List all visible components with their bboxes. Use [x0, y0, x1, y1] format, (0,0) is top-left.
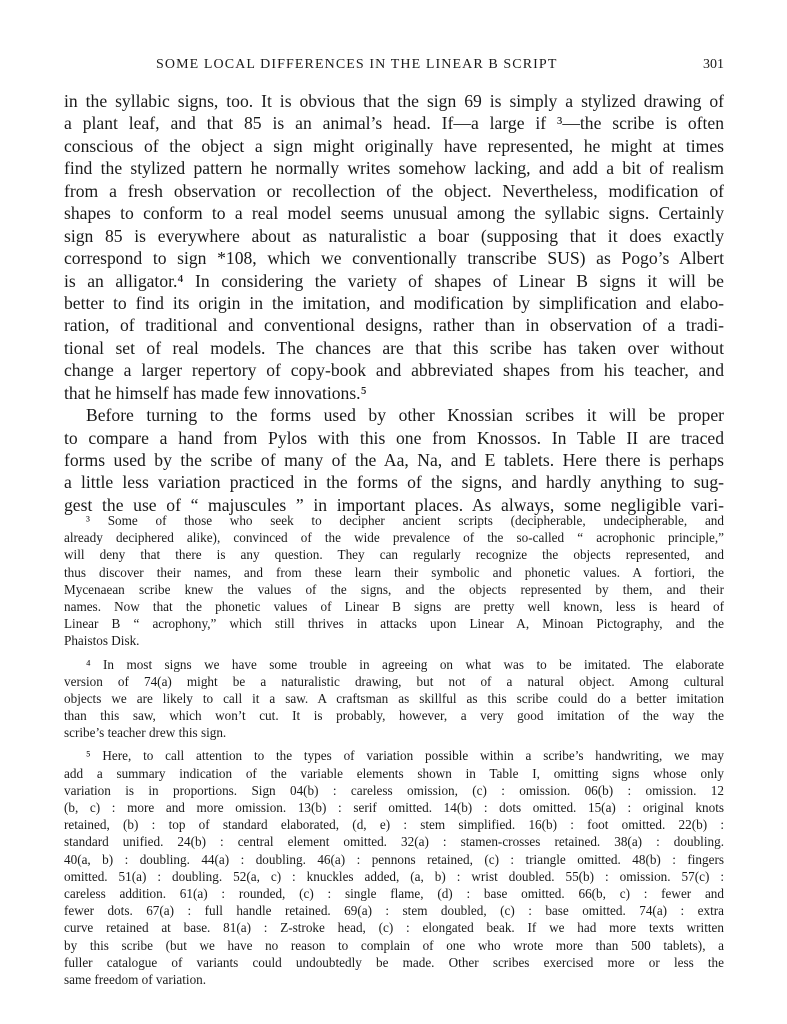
footnote-line: Mycenaean scribe knew the values of the signs, and the objects represented by them, and their [64, 581, 724, 597]
footnote-line: 40(a, b) : doubling. 44(a) : doubling. 46(a) : pennons retained, (c) : triangle omitted. 48(b) : fingers [64, 851, 724, 867]
text-line: correspond to sign *108, which we conventionally transcribe SUS) as Pogo’s Albert [64, 248, 724, 269]
footnote-line: ⁴ In most signs we have some trouble in agreeing on what was to be imitated. The elaborate [86, 656, 724, 672]
text-line: forms used by the scribe of many of the Aa, Na, and E tablets. Here there is perhaps [64, 450, 724, 470]
text-line: is an alligator.⁴ In considering the variety of shapes of Linear B signs it will be [64, 270, 724, 291]
footnote-line: careless addition. 61(a) : rounded, (c) : single flame, (d) : base omitted. 66(b, c) : fewer and [64, 885, 724, 901]
text-line: gest the use of “ majuscules ” in important places. As always, some negligible vari- [64, 494, 724, 515]
text-line: find the stylized pattern he normally writes somehow lacking, and add a bit of realism [64, 158, 724, 179]
footnote-line: will deny that there is any question. They can regularly recognize the objects represented, and [64, 547, 724, 563]
text-line: Before turning to the forms used by other Knossian scribes it will be proper [86, 405, 724, 426]
body-text [64, 90, 724, 516]
text-line: conscious of the object a sign might originally have represented, he might at times [64, 135, 724, 156]
text-line: ration, of traditional and conventional designs, rather than in observation of a tradi- [64, 315, 724, 336]
footnote-line: add a summary indication of the variable elements shown in Table I, omitting signs whose only [64, 765, 724, 781]
text-line: change a larger repertory of copy-book and abbreviated shapes from his teacher, and [64, 360, 724, 381]
footnote-line: ³ Some of those who seek to decipher ancient scripts (decipherable, undecipherable, and [86, 513, 724, 528]
footnote-line: names. Now that the phonetic values of Linear B signs are pretty well known, less is heard of [64, 598, 724, 614]
running-title: SOME LOCAL DIFFERENCES IN THE LINEAR B SCRIPT [156, 57, 558, 72]
footnote-4 [64, 656, 724, 742]
footnote-line: scribe’s teacher drew this sign. [64, 725, 227, 741]
text-line: from a fresh observation or recollection of the object. Nevertheless, modification of [64, 180, 724, 201]
footnote-line: by this scribe (but we have no reason to complain of one who wrote more than 500 tablets), a [64, 937, 724, 953]
footnote-line: Linear B “ acrophony,” which still thrives in attacks upon Linear A, Minoan Pictography, and the [64, 616, 724, 632]
footnote-line: standard unified. 24(b) : central element omitted. 32(a) : stamen-crosses retained. 38(a) : doubling. [64, 834, 724, 850]
text-line: a little less variation practiced in the forms of the signs, and hardly anything to sug- [64, 472, 724, 493]
footnote-line: variation is in proportions. Sign 04(b) : careless omission, (c) : omission. 06(b) : omission. 12 [64, 782, 724, 798]
footnote-line: than this saw, which won’t cut. It is probably, however, a very good imitation of the way the [64, 708, 724, 724]
footnotes [64, 512, 724, 994]
text-line: sign 85 is everywhere about as naturalistic a boar (supposing that it does exactly [64, 225, 724, 246]
footnote-line: already deciphered alike), convinced of the wide prevalence of the so-called “ acrophonic principle,” [64, 530, 724, 546]
footnote-line: curve retained at base. 81(a) : Z-stroke head, (c) : elongated beak. If we had more texts written [64, 920, 724, 936]
footnote-line: version of 74(a) might be a naturalistic drawing, but not of a natural object. Among cultural [64, 673, 724, 689]
footnote-3 [64, 512, 724, 650]
text-line: tional set of real models. The chances are that this scribe has taken over without [64, 337, 724, 358]
page-number: 301 [703, 57, 724, 72]
footnote-line: fewer dots. 67(a) : full handle retained. 69(a) : stem doubled, (c) : base omitted. 74(a) : extra [64, 903, 724, 919]
text-line: shapes to conform to a real model seems unusual among the syllabic signs. Certainly [64, 203, 724, 224]
footnote-line: omitted. 51(a) : doubling. 52(a, c) : knuckles added, (a, b) : wrist doubled. 55(b) : omission. 57(c) : [64, 868, 724, 884]
text-line: in the syllabic signs, too. It is obvious that the sign 69 is simply a stylized drawing of [64, 91, 724, 111]
footnote-line: same freedom of variation. [64, 971, 207, 987]
running-header [64, 57, 724, 79]
footnote-5 [64, 747, 724, 988]
footnote-line: (b, c) : more and more omission. 13(b) : serif omitted. 14(b) : dots omitted. 15(a) : original knots [64, 800, 724, 815]
text-line: better to find its origin in the imitation, and modification by simplification and elabo- [64, 292, 724, 313]
footnote-line: objects we are likely to call it a saw. A craftsman as skillful as this scribe could do a better imitation [64, 690, 724, 706]
paragraph-1 [64, 90, 724, 404]
footnote-line: retained, (b) : top of standard elaborated, (d, e) : stem simplified. 16(b) : foot omitted. 22(b) : [64, 817, 724, 833]
footnote-line: Phaistos Disk. [64, 633, 140, 649]
text-line: that he himself has made few innovations.⁵ [64, 382, 367, 403]
footnote-line: fuller catalogue of variants could undoubtedly be made. Other scribes exercised more or less the [64, 954, 724, 970]
text-line: to compare a hand from Pylos with this one from Knossos. In Table II are traced [64, 427, 724, 448]
text-line: a plant leaf, and that 85 is an animal’s head. If—a large if ³—the scribe is often [64, 113, 724, 134]
footnote-line: thus discover their names, and from these learn their symbolic and phonetic values. A fortiori, the [64, 564, 724, 580]
paragraph-2 [64, 404, 724, 516]
footnote-line: ⁵ Here, to call attention to the types of variation possible within a scribe’s handwriting, we may [86, 748, 724, 764]
